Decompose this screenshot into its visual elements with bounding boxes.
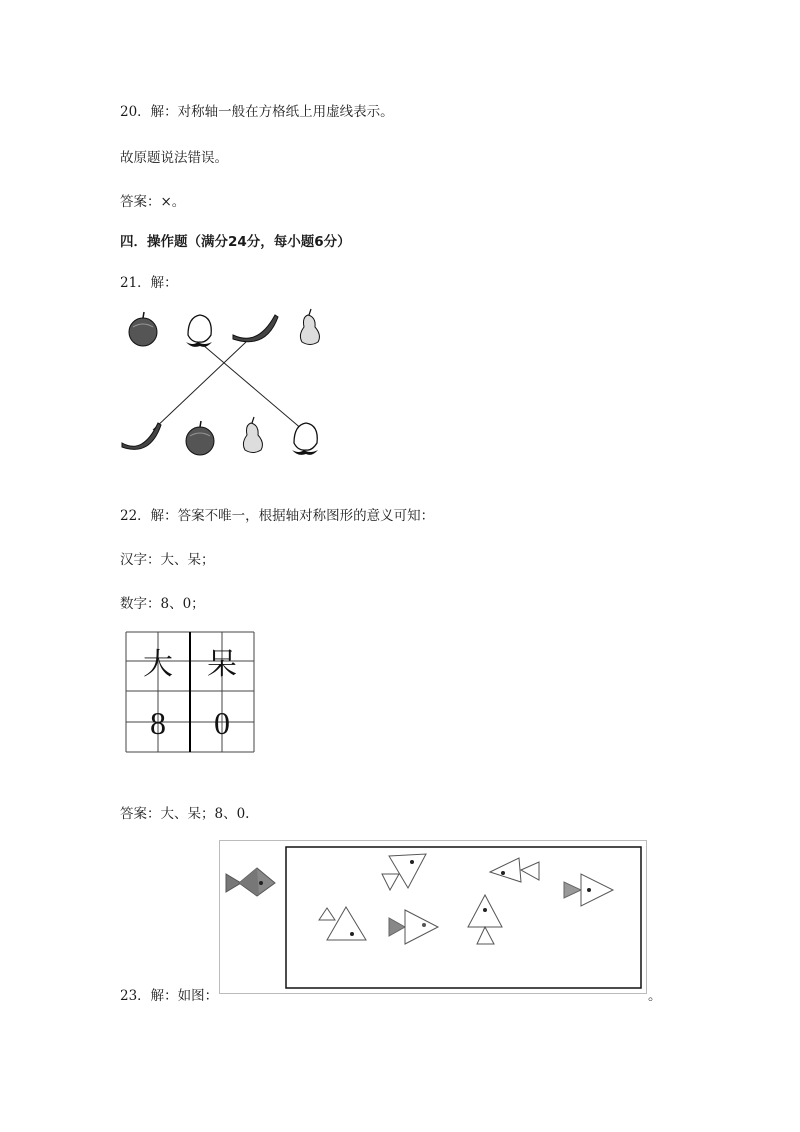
fruit-matching-figure — [118, 305, 348, 465]
match-line-banana — [153, 342, 246, 430]
q22-line1: 22．解：答案不唯一，根据轴对称图形的意义可知： — [120, 508, 435, 524]
q20-line1: 20．解：对称轴一般在方格纸上用虚线表示。 — [120, 104, 394, 120]
grid-digit-0: 0 — [214, 705, 230, 741]
pear-icon — [243, 417, 262, 453]
section-4-title: 四．操作题（满分24分，每小题6分） — [120, 234, 351, 250]
banana-icon — [233, 315, 278, 342]
q20-answer: 答案：×。 — [120, 194, 186, 210]
q22-line2: 汉字：大、呆； — [120, 552, 215, 568]
q23-label: 23．解：如图： — [120, 988, 219, 1004]
grid-char-dai: 呆 — [207, 647, 237, 682]
apple-icon — [186, 421, 214, 455]
q22-answer: 答案：大、呆；8、0. — [120, 806, 250, 822]
pear-icon — [300, 309, 319, 345]
q22-line3: 数字：8、0； — [120, 596, 205, 612]
grid-digit-8: 8 — [150, 705, 166, 741]
banana-icon — [122, 423, 161, 449]
symmetry-grid — [124, 630, 256, 754]
peach-icon — [292, 423, 318, 455]
match-line-peach — [203, 345, 303, 430]
fish-figure — [219, 840, 647, 994]
q23-end-mark: 。 — [648, 988, 662, 1004]
q20-line2: 故原题说法错误。 — [120, 150, 228, 166]
grid-char-da: 大 — [143, 647, 173, 682]
peach-icon — [186, 315, 212, 347]
q21-label: 21．解： — [120, 275, 178, 291]
apple-icon — [129, 312, 157, 346]
